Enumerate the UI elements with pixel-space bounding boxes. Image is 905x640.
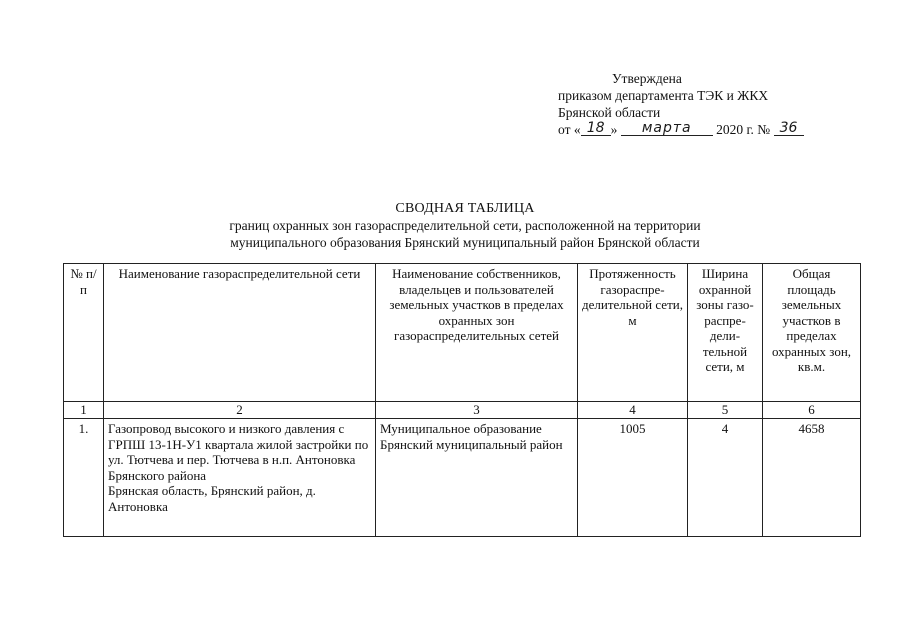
length-cell: 1005 xyxy=(578,419,688,537)
date-mid: » xyxy=(610,122,618,137)
header-zone-width: Ширина охранной зоны газо-распре-дели-тельной сети, м xyxy=(688,264,763,402)
column-numbers-row xyxy=(64,402,861,419)
date-year: 2020 г. xyxy=(716,122,754,137)
area-cell: 4658 xyxy=(763,419,861,537)
approval-line-region: Брянской области xyxy=(558,105,661,120)
approval-date-line xyxy=(558,121,858,138)
column-number: 6 xyxy=(763,402,861,419)
column-number: 5 xyxy=(688,402,763,419)
header-owners: Наименование собственников, владельцев и пользователей земельных участков в пределах охранных зон газораспределительных сетей xyxy=(376,264,578,402)
summary-table xyxy=(63,263,861,537)
table-header-row xyxy=(64,264,861,402)
handwritten-month: марта xyxy=(621,121,713,136)
column-number: 3 xyxy=(376,402,578,419)
column-number: 4 xyxy=(578,402,688,419)
row-number: 1. xyxy=(64,419,104,537)
column-number: 1 xyxy=(64,402,104,419)
document-subtitle-1: границ охранных зон газораспределительной сети, расположенной на территории xyxy=(229,218,701,233)
header-number: № п/п xyxy=(64,264,104,402)
column-number: 2 xyxy=(104,402,376,419)
header-network-name: Наименование газораспределительной сети xyxy=(104,264,376,402)
document-subtitle-2: муниципального образования Брянский муниципальный район Брянской области xyxy=(230,235,700,250)
handwritten-number: 36 xyxy=(774,121,804,136)
network-cell xyxy=(104,419,376,537)
owners-cell: Муниципальное образование Брянский муниципальный район xyxy=(376,419,578,537)
approval-line-order: приказом департамента ТЭК и ЖКХ xyxy=(558,88,769,103)
handwritten-day: 18 xyxy=(581,121,611,136)
header-total-area: Общая площадь земельных участков в пределах охранных зон, кв.м. xyxy=(763,264,861,402)
header-length: Протяженность газораспре-делительной сети, м xyxy=(578,264,688,402)
zone-width-cell: 4 xyxy=(688,419,763,537)
network-name: Газопровод высокого и низкого давления с ГРПШ 13-1Н-У1 квартала жилой застройки по ул. Тютчева и пер. Тютчева в н.п. Антоновка Брянского района xyxy=(108,421,369,483)
network-address: Брянская область, Брянский район, д. Антоновка xyxy=(108,483,316,514)
approval-title: Утверждена xyxy=(612,71,682,86)
document-heading xyxy=(120,200,810,251)
date-prefix: от « xyxy=(558,122,581,137)
number-sign: № xyxy=(757,122,771,137)
table-row xyxy=(64,419,861,537)
approval-block xyxy=(558,70,858,138)
document-title: СВОДНАЯ ТАБЛИЦА xyxy=(395,201,535,216)
